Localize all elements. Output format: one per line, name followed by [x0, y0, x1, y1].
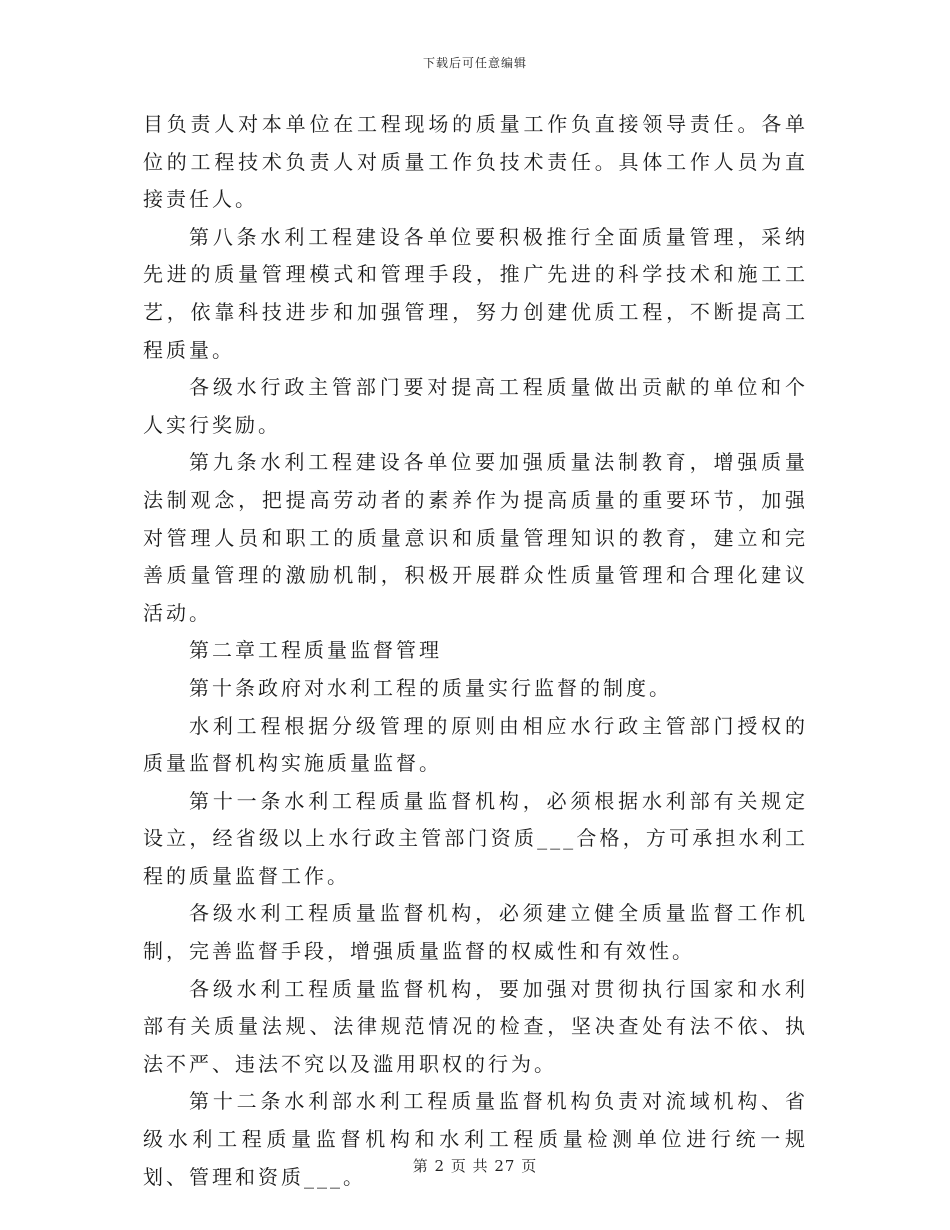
- paragraph-article-8: 第八条水利工程建设各单位要积极推行全面质量管理，采纳先进的质量管理模式和管理手段，推广先进的科学技术和施工工艺，依靠科技进步和加强管理，努力创建优质工程，不断提高工程质量。: [143, 224, 808, 362]
- header-note: 下载后可任意编辑: [422, 56, 527, 70]
- page-number: 第 2 页 共 27 页: [412, 1157, 538, 1175]
- chapter-heading: 第二章工程质量监督管理: [189, 638, 442, 663]
- paragraph-supervision-mechanism: 各级水利工程质量监督机构，必须建立健全质量监督工作机制，完善监督手段，增强质量监督的权威性和有效性。: [143, 901, 808, 964]
- paragraph-article-9: 第九条水利工程建设各单位要加强质量法制教育，增强质量法制观念，把提高劳动者的素养作为提高质量的重要环节，加强对管理人员和职工的质量意识和质量管理知识的教育，建立和完善质量管理的激励机制，积极开展群众性质量管理和合理化建议活动。: [143, 450, 808, 625]
- paragraph-inspection: 各级水利工程质量监督机构，要加强对贯彻执行国家和水利部有关质量法规、法律规范情况的检查，坚决查处有法不依、执法不严、违法不究以及滥用职权的行为。: [143, 976, 808, 1076]
- paragraph-article-12: 第十二条水利部水利工程质量监督机构负责对流域机构、省级水利工程质量监督机构和水利工程质量检测单位进行统一规划、管理和资质___。: [143, 1089, 808, 1189]
- document-body: [143, 106, 808, 1196]
- paragraph-article-11: 第十一条水利工程质量监督机构，必须根据水利部有关规定设立，经省级以上水行政主管部门资质___合格，方可承担水利工程的质量监督工作。: [143, 788, 808, 888]
- paragraph-article-10: 第十条政府对水利工程的质量实行监督的制度。: [189, 675, 672, 700]
- paragraph-continuation: 目负责人对本单位在工程现场的质量工作负直接领导责任。各单位的工程技术负责人对质量工作负技术责任。具体工作人员为直接责任人。: [143, 112, 808, 212]
- paragraph-reward: 各级水行政主管部门要对提高工程质量做出贡献的单位和个人实行奖励。: [143, 375, 808, 437]
- paragraph-supervision-authority: 水利工程根据分级管理的原则由相应水行政主管部门授权的质量监督机构实施质量监督。: [143, 713, 808, 776]
